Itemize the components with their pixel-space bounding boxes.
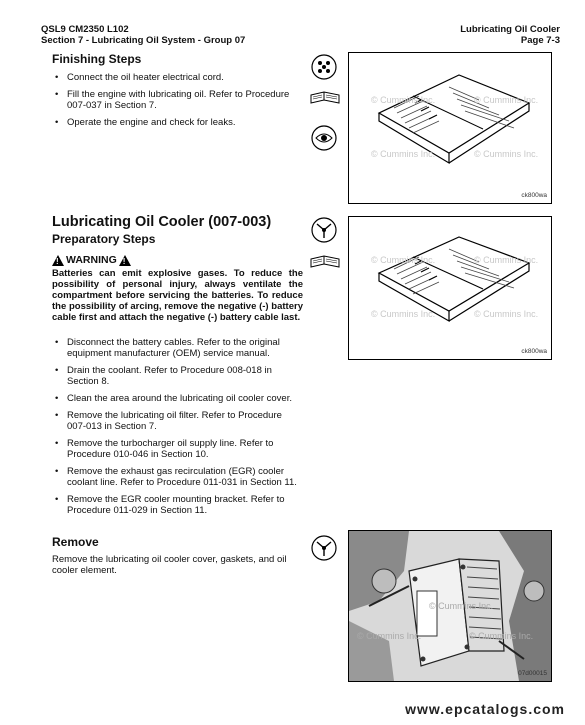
header-title: Lubricating Oil Cooler	[460, 24, 560, 35]
disassemble-wrench-icon	[311, 535, 337, 566]
disassemble-wrench-icon	[311, 217, 337, 248]
list-item: • Remove the turbocharger oil supply line. Refer to Procedure 010-046 in Section 10.	[53, 438, 303, 460]
remove-title: Remove	[52, 535, 99, 549]
watermark-text: © Cummins Inc.	[371, 309, 436, 319]
warning-heading	[52, 254, 131, 266]
footer-site: www.epcatalogs.com	[405, 701, 565, 717]
manual-reference-icon	[309, 254, 341, 275]
figure-code: ck800wa	[521, 192, 547, 199]
watermark-text: © Cummins Inc.	[469, 631, 534, 641]
watermark-text: © Cummins Inc.	[474, 149, 539, 159]
list-item: • Connect the oil heater electrical cord.	[53, 72, 296, 83]
warning-icon	[52, 255, 64, 266]
cooler-section-title: Lubricating Oil Cooler (007-003)	[52, 214, 272, 230]
list-item: • Disconnect the battery cables. Refer to the original equipment manufacturer (OEM) service manual.	[53, 337, 303, 359]
watermark-text: © Cummins Inc.	[474, 255, 539, 265]
watermark-text: © Cummins Inc.	[371, 95, 436, 105]
list-item: • Remove the exhaust gas recirculation (EGR) cooler coolant line. Refer to Procedure 011-031 in Section 11.	[53, 466, 303, 488]
figure-code: ck800wa	[521, 348, 547, 355]
finishing-steps-list	[53, 72, 296, 134]
header-page: Page 7-3	[520, 35, 560, 46]
list-item: • Drain the coolant. Refer to Procedure 008-018 in Section 8.	[53, 365, 303, 387]
inspect-eye-icon	[311, 125, 337, 156]
finishing-title: Finishing Steps	[52, 52, 142, 66]
header-section: Section 7 - Lubricating Oil System - Group 07	[41, 35, 246, 46]
warning-label: WARNING	[66, 254, 117, 266]
preparatory-steps-title: Preparatory Steps	[52, 232, 156, 246]
figure-code: 07d00015	[518, 670, 547, 677]
list-item: • Remove the EGR cooler mounting bracket. Refer to Procedure 011-029 in Section 11.	[53, 494, 303, 516]
oil-cooler-engine-figure	[348, 530, 552, 682]
manual-reference-icon	[309, 90, 341, 111]
warning-icon	[119, 255, 131, 266]
warning-text: Batteries can emit explosive gases. To reduce the possibility of personal injury, always ventilate the compartment before servicing the batteries. To reduce the possibility of arcing, remove the negative (-) battery cable first and attach the negative (-) battery cable last.	[52, 268, 303, 323]
list-item: • Clean the area around the lubricating oil cooler cover.	[53, 393, 303, 404]
watermark-text: © Cummins Inc.	[357, 631, 422, 641]
list-item: • Fill the engine with lubricating oil. Refer to Procedure 007-037 in Section 7.	[53, 89, 296, 111]
manual-book-figure-2	[348, 216, 552, 360]
watermark-text: © Cummins Inc.	[429, 601, 494, 611]
watermark-text: © Cummins Inc.	[474, 95, 539, 105]
preparatory-steps-list	[53, 337, 303, 522]
electrical-connector-icon	[311, 54, 337, 85]
header-model: QSL9 CM2350 L102	[41, 24, 129, 35]
list-item: • Operate the engine and check for leaks.	[53, 117, 296, 128]
remove-text: Remove the lubricating oil cooler cover, gaskets, and oil cooler element.	[52, 554, 287, 576]
watermark-text: © Cummins Inc.	[371, 255, 436, 265]
list-item: • Remove the lubricating oil filter. Refer to Procedure 007-013 in Section 7.	[53, 410, 303, 432]
manual-book-figure-1	[348, 52, 552, 204]
watermark-text: © Cummins Inc.	[371, 149, 436, 159]
watermark-text: © Cummins Inc.	[474, 309, 539, 319]
